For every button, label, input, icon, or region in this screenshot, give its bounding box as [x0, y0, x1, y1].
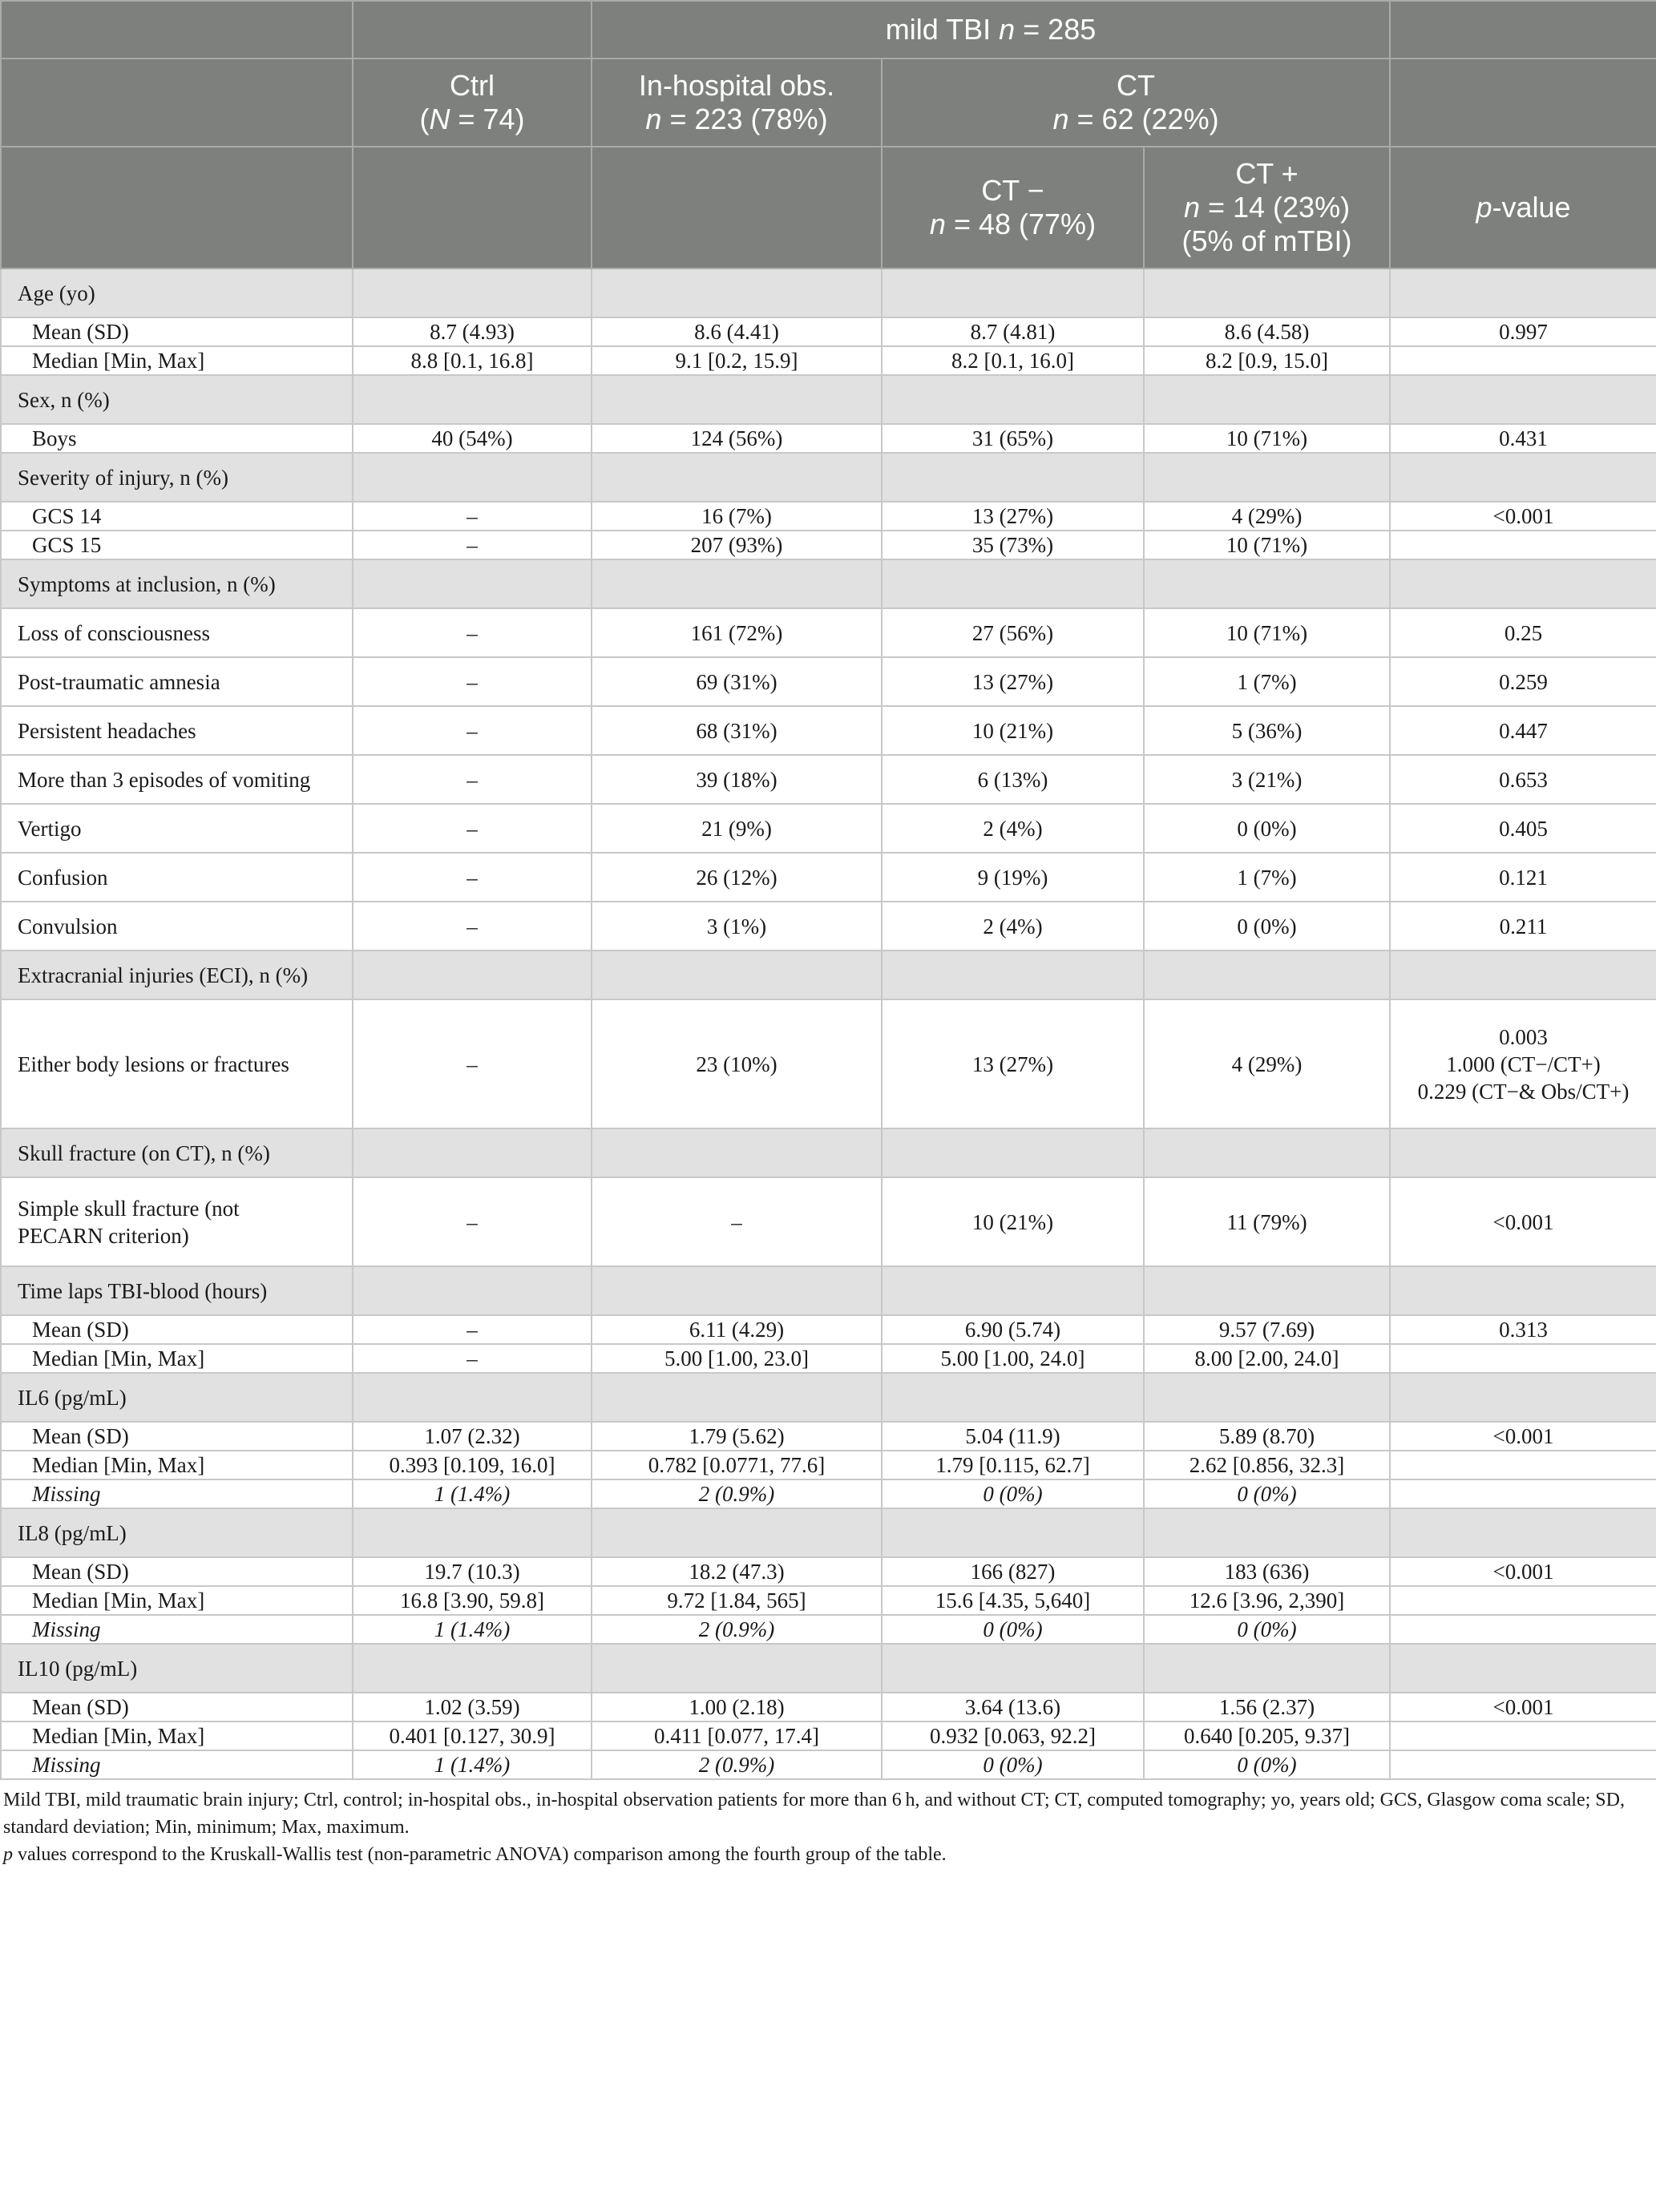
cell-ctpos [1144, 375, 1390, 424]
cell-ctrl [353, 1508, 592, 1557]
cell-obs: 2 (0.9%) [592, 1750, 882, 1779]
cell-ctpos: 0 (0%) [1144, 1479, 1390, 1508]
section-row [1, 559, 1656, 608]
cell-obs [592, 1266, 882, 1315]
cell-ctpos: 3 (21%) [1144, 755, 1390, 804]
cell-p: 0.313 [1390, 1315, 1656, 1344]
cell-ctrl: 0.401 [0.127, 30.9] [353, 1722, 592, 1750]
cell-obs: 18.2 (47.3) [592, 1557, 882, 1586]
cell-p [1390, 1373, 1656, 1422]
cell-ctpos: 11 (79%) [1144, 1177, 1390, 1266]
cell-ctpos: 0.640 [0.205, 9.37] [1144, 1722, 1390, 1750]
section-label: Symptoms at inclusion, n (%) [1, 559, 353, 608]
section-label: Age (yo) [1, 268, 353, 317]
cell-p: <0.001 [1390, 502, 1656, 531]
cell-p [1390, 1644, 1656, 1693]
cell-ctneg: 5.04 (11.9) [882, 1422, 1144, 1451]
cell-obs: 8.6 (4.41) [592, 317, 882, 346]
row-label: Median [Min, Max] [1, 1586, 353, 1615]
cell-ctpos: 4 (29%) [1144, 999, 1390, 1128]
row-label: GCS 14 [1, 502, 353, 531]
table-row [1, 1750, 1656, 1779]
cell-ctrl: 8.7 (4.93) [353, 317, 592, 346]
cell-ctneg: 5.00 [1.00, 24.0] [882, 1344, 1144, 1373]
cell-p [1390, 1344, 1656, 1373]
cell-ctpos: 1 (7%) [1144, 657, 1390, 706]
cell-p: 0.431 [1390, 424, 1656, 453]
table-row [1, 1586, 1656, 1615]
cell-obs: 5.00 [1.00, 23.0] [592, 1344, 882, 1373]
cell-obs [592, 559, 882, 608]
section-row [1, 1508, 1656, 1557]
header-blank-bottom [1, 147, 353, 268]
cell-p [1390, 346, 1656, 375]
cell-ctpos: 10 (71%) [1144, 608, 1390, 657]
cell-ctrl: 8.8 [0.1, 16.8] [353, 346, 592, 375]
cell-ctrl: – [353, 1177, 592, 1266]
table-row [1, 1479, 1656, 1508]
cell-ctrl: – [353, 706, 592, 755]
row-label: Mean (SD) [1, 1315, 353, 1344]
row-label: Median [Min, Max] [1, 346, 353, 375]
table-row [1, 1615, 1656, 1644]
cell-obs: 6.11 (4.29) [592, 1315, 882, 1344]
table-row [1, 608, 1656, 657]
cell-ctpos: 10 (71%) [1144, 531, 1390, 559]
cell-ctneg [882, 1266, 1144, 1315]
cell-p [1390, 375, 1656, 424]
row-label: Missing [1, 1615, 353, 1644]
cell-ctneg: 27 (56%) [882, 608, 1144, 657]
section-row [1, 1266, 1656, 1315]
cell-ctrl: – [353, 608, 592, 657]
cell-ctneg [882, 1508, 1144, 1557]
table-row [1, 502, 1656, 531]
cell-ctrl [353, 1128, 592, 1177]
cell-obs [592, 453, 882, 502]
cell-ctrl [353, 453, 592, 502]
row-label: Missing [1, 1479, 353, 1508]
table-row [1, 706, 1656, 755]
cell-ctpos: 0 (0%) [1144, 804, 1390, 853]
table-row [1, 755, 1656, 804]
cell-ctneg: 8.7 (4.81) [882, 317, 1144, 346]
cell-ctrl: 1 (1.4%) [353, 1479, 592, 1508]
cell-obs [592, 1373, 882, 1422]
section-label: IL8 (pg/mL) [1, 1508, 353, 1557]
cell-ctneg: 1.79 [0.115, 62.7] [882, 1451, 1144, 1479]
header-blank-p-top [1390, 1, 1656, 59]
cell-p: <0.001 [1390, 1177, 1656, 1266]
cell-ctrl [353, 1266, 592, 1315]
cell-ctpos [1144, 1266, 1390, 1315]
table-row [1, 531, 1656, 559]
cell-p [1390, 268, 1656, 317]
cell-ctrl: – [353, 853, 592, 902]
cell-ctrl [353, 1644, 592, 1693]
cell-obs: 2 (0.9%) [592, 1479, 882, 1508]
cell-ctrl: – [353, 531, 592, 559]
cell-ctpos: 8.6 (4.58) [1144, 317, 1390, 346]
cell-p [1390, 1451, 1656, 1479]
cell-ctneg: 0 (0%) [882, 1750, 1144, 1779]
cell-ctneg [882, 1128, 1144, 1177]
cell-ctneg: 35 (73%) [882, 531, 1144, 559]
cell-ctneg: 9 (19%) [882, 853, 1144, 902]
row-label: Either body lesions or fractures [1, 999, 353, 1128]
section-row [1, 1128, 1656, 1177]
header-mild-tbi: mild TBI n = 285 [592, 1, 1390, 59]
cell-p: 0.447 [1390, 706, 1656, 755]
cell-ctrl: – [353, 755, 592, 804]
cell-obs: 2 (0.9%) [592, 1615, 882, 1644]
cell-ctneg: 0.932 [0.063, 92.2] [882, 1722, 1144, 1750]
table-row [1, 1557, 1656, 1586]
row-label: Confusion [1, 853, 353, 902]
table-body [1, 268, 1656, 1779]
cell-ctneg [882, 375, 1144, 424]
cell-obs: 161 (72%) [592, 608, 882, 657]
header-blank-mid [1, 59, 353, 147]
cell-p [1390, 1128, 1656, 1177]
cell-ctneg: 2 (4%) [882, 804, 1144, 853]
table-row [1, 1315, 1656, 1344]
cell-ctpos: 0 (0%) [1144, 902, 1390, 951]
header-ct: CT n = 62 (22%) [882, 59, 1390, 147]
header-blank-ctrl-bottom [353, 147, 592, 268]
cell-ctneg [882, 1373, 1144, 1422]
section-label: Skull fracture (on CT), n (%) [1, 1128, 353, 1177]
cell-obs: 39 (18%) [592, 755, 882, 804]
cell-obs: 0.411 [0.077, 17.4] [592, 1722, 882, 1750]
cell-ctpos: 5.89 (8.70) [1144, 1422, 1390, 1451]
cell-obs: 68 (31%) [592, 706, 882, 755]
cell-p [1390, 1479, 1656, 1508]
section-row [1, 453, 1656, 502]
cell-ctneg: 13 (27%) [882, 502, 1144, 531]
table-row [1, 1177, 1656, 1266]
row-label: Loss of consciousness [1, 608, 353, 657]
cell-ctrl: – [353, 1315, 592, 1344]
row-label: More than 3 episodes of vomiting [1, 755, 353, 804]
cell-ctpos [1144, 1644, 1390, 1693]
cell-ctrl [353, 268, 592, 317]
cell-p: 0.259 [1390, 657, 1656, 706]
cell-ctrl: 1 (1.4%) [353, 1615, 592, 1644]
cell-p [1390, 951, 1656, 999]
cell-p: 0.997 [1390, 317, 1656, 346]
table-row [1, 999, 1656, 1128]
row-label: Simple skull fracture (not PECARN criterion) [1, 1177, 353, 1266]
section-row [1, 1644, 1656, 1693]
cell-obs [592, 1128, 882, 1177]
cell-ctneg: 15.6 [4.35, 5,640] [882, 1586, 1144, 1615]
cell-ctrl [353, 951, 592, 999]
cell-obs [592, 951, 882, 999]
cell-ctneg: 0 (0%) [882, 1479, 1144, 1508]
cell-ctneg: 3.64 (13.6) [882, 1693, 1144, 1722]
table-row [1, 1422, 1656, 1451]
cell-obs: 3 (1%) [592, 902, 882, 951]
cell-ctrl: 1.02 (3.59) [353, 1693, 592, 1722]
table-row [1, 657, 1656, 706]
cell-ctpos [1144, 1373, 1390, 1422]
cell-ctpos: 4 (29%) [1144, 502, 1390, 531]
header-ct-negative: CT − n = 48 (77%) [882, 147, 1144, 268]
cell-p: <0.001 [1390, 1557, 1656, 1586]
cell-ctpos: 0 (0%) [1144, 1750, 1390, 1779]
section-label: IL10 (pg/mL) [1, 1644, 353, 1693]
row-label: Boys [1, 424, 353, 453]
cell-ctneg: 8.2 [0.1, 16.0] [882, 346, 1144, 375]
footnote-pvalues: p values correspond to the Kruskall-Wallis test (non-parametric ANOVA) comparison among the fourth group of the table. [3, 1844, 947, 1865]
cell-obs: – [592, 1177, 882, 1266]
cell-ctpos: 0 (0%) [1144, 1615, 1390, 1644]
table-row [1, 1693, 1656, 1722]
cell-obs: 9.1 [0.2, 15.9] [592, 346, 882, 375]
cell-ctneg: 6.90 (5.74) [882, 1315, 1144, 1344]
row-label: Mean (SD) [1, 1693, 353, 1722]
cell-ctpos: 5 (36%) [1144, 706, 1390, 755]
header-blank-ctrl-top [353, 1, 592, 59]
table-row [1, 1344, 1656, 1373]
row-label: GCS 15 [1, 531, 353, 559]
cell-ctpos: 12.6 [3.96, 2,390] [1144, 1586, 1390, 1615]
cell-obs: 207 (93%) [592, 531, 882, 559]
cell-ctpos: 8.00 [2.00, 24.0] [1144, 1344, 1390, 1373]
cell-ctrl: – [353, 502, 592, 531]
cell-ctneg: 0 (0%) [882, 1615, 1144, 1644]
row-label: Vertigo [1, 804, 353, 853]
cell-ctrl: 1.07 (2.32) [353, 1422, 592, 1451]
cell-ctrl: – [353, 804, 592, 853]
cell-obs: 23 (10%) [592, 999, 882, 1128]
cell-ctneg [882, 951, 1144, 999]
cell-ctpos [1144, 951, 1390, 999]
cell-ctneg [882, 268, 1144, 317]
cell-p [1390, 1266, 1656, 1315]
header-blank-top [1, 1, 353, 59]
cell-ctrl [353, 375, 592, 424]
cell-ctrl: – [353, 999, 592, 1128]
cell-obs [592, 1508, 882, 1557]
cell-ctpos [1144, 1128, 1390, 1177]
cell-obs: 69 (31%) [592, 657, 882, 706]
cell-p [1390, 1508, 1656, 1557]
table-row [1, 424, 1656, 453]
cell-obs: 26 (12%) [592, 853, 882, 902]
cell-ctrl: – [353, 657, 592, 706]
section-row [1, 375, 1656, 424]
cell-p: 0.25 [1390, 608, 1656, 657]
cell-ctrl: 0.393 [0.109, 16.0] [353, 1451, 592, 1479]
cell-obs: 1.00 (2.18) [592, 1693, 882, 1722]
table-row [1, 1451, 1656, 1479]
section-row [1, 268, 1656, 317]
cell-p: <0.001 [1390, 1422, 1656, 1451]
cell-ctneg: 10 (21%) [882, 706, 1144, 755]
cell-ctpos: 9.57 (7.69) [1144, 1315, 1390, 1344]
cell-obs: 124 (56%) [592, 424, 882, 453]
row-label: Median [Min, Max] [1, 1344, 353, 1373]
section-label: Extracranial injuries (ECI), n (%) [1, 951, 353, 999]
cell-ctneg: 13 (27%) [882, 999, 1144, 1128]
cell-ctrl: 40 (54%) [353, 424, 592, 453]
cell-obs: 16 (7%) [592, 502, 882, 531]
header-in-hospital-obs: In-hospital obs. n = 223 (78%) [592, 59, 882, 147]
cell-ctrl: – [353, 1344, 592, 1373]
table-row [1, 853, 1656, 902]
cell-obs [592, 268, 882, 317]
cell-ctrl: – [353, 902, 592, 951]
cell-ctpos [1144, 268, 1390, 317]
row-label: Mean (SD) [1, 1557, 353, 1586]
cell-ctpos: 8.2 [0.9, 15.0] [1144, 346, 1390, 375]
cell-obs [592, 375, 882, 424]
row-label: Convulsion [1, 902, 353, 951]
cell-obs: 9.72 [1.84, 565] [592, 1586, 882, 1615]
section-label: Sex, n (%) [1, 375, 353, 424]
header-ct-positive: CT + n = 14 (23%) (5% of mTBI) [1144, 147, 1390, 268]
table-row [1, 317, 1656, 346]
cell-p [1390, 1615, 1656, 1644]
cell-obs: 21 (9%) [592, 804, 882, 853]
cell-ctpos: 183 (636) [1144, 1557, 1390, 1586]
cell-ctrl [353, 559, 592, 608]
row-label: Mean (SD) [1, 1422, 353, 1451]
cell-ctpos [1144, 453, 1390, 502]
header-ctrl: Ctrl (N = 74) [353, 59, 592, 147]
row-label: Missing [1, 1750, 353, 1779]
header-p-value: p-value [1390, 147, 1656, 268]
cell-ctpos: 1 (7%) [1144, 853, 1390, 902]
cell-ctpos [1144, 1508, 1390, 1557]
cell-ctneg [882, 559, 1144, 608]
header-blank-p-mid [1390, 59, 1656, 147]
cell-p: <0.001 [1390, 1693, 1656, 1722]
table-row [1, 346, 1656, 375]
cell-ctneg: 31 (65%) [882, 424, 1144, 453]
table-header [1, 1, 1656, 268]
row-label: Mean (SD) [1, 317, 353, 346]
cell-obs: 0.782 [0.0771, 77.6] [592, 1451, 882, 1479]
cell-ctrl: 1 (1.4%) [353, 1750, 592, 1779]
cell-ctneg: 166 (827) [882, 1557, 1144, 1586]
cell-ctneg: 2 (4%) [882, 902, 1144, 951]
cell-p: 0.211 [1390, 902, 1656, 951]
cell-ctneg [882, 1644, 1144, 1693]
cell-ctpos [1144, 559, 1390, 608]
cell-ctpos: 2.62 [0.856, 32.3] [1144, 1451, 1390, 1479]
section-label: Severity of injury, n (%) [1, 453, 353, 502]
cell-p [1390, 559, 1656, 608]
footnote-abbreviations: Mild TBI, mild traumatic brain injury; Ctrl, control; in-hospital obs., in-hospital observation patients for more than 6 h, and without CT; CT, computed tomography; yo, years old; GCS, Glasgow coma scale; SD, standard deviation; Min, minimum; Max, maximum. [3, 1790, 1625, 1838]
table-footnotes [0, 1780, 1656, 1868]
cell-obs [592, 1644, 882, 1693]
cell-ctneg [882, 453, 1144, 502]
cell-ctneg: 10 (21%) [882, 1177, 1144, 1266]
row-label: Persistent headaches [1, 706, 353, 755]
cell-p [1390, 453, 1656, 502]
section-label: IL6 (pg/mL) [1, 1373, 353, 1422]
cell-p: 0.121 [1390, 853, 1656, 902]
row-label: Median [Min, Max] [1, 1451, 353, 1479]
table-row [1, 902, 1656, 951]
section-row [1, 951, 1656, 999]
cell-ctneg: 6 (13%) [882, 755, 1144, 804]
header-blank-obs-bottom [592, 147, 882, 268]
row-label: Median [Min, Max] [1, 1722, 353, 1750]
section-row [1, 1373, 1656, 1422]
cell-obs: 1.79 (5.62) [592, 1422, 882, 1451]
cell-p [1390, 1750, 1656, 1779]
cell-p: 0.653 [1390, 755, 1656, 804]
cell-p: 0.405 [1390, 804, 1656, 853]
cell-ctpos: 10 (71%) [1144, 424, 1390, 453]
table-row [1, 804, 1656, 853]
row-label: Post-traumatic amnesia [1, 657, 353, 706]
cell-ctneg: 13 (27%) [882, 657, 1144, 706]
section-label: Time laps TBI-blood (hours) [1, 1266, 353, 1315]
cell-ctpos: 1.56 (2.37) [1144, 1693, 1390, 1722]
cell-p [1390, 531, 1656, 559]
cell-ctrl [353, 1373, 592, 1422]
cell-ctrl: 16.8 [3.90, 59.8] [353, 1586, 592, 1615]
cell-ctrl: 19.7 (10.3) [353, 1557, 592, 1586]
cell-p: 0.003 1.000 (CT−/CT+) 0.229 (CT−& Obs/CT+) [1390, 999, 1656, 1128]
cell-p [1390, 1586, 1656, 1615]
cell-p [1390, 1722, 1656, 1750]
table-row [1, 1722, 1656, 1750]
